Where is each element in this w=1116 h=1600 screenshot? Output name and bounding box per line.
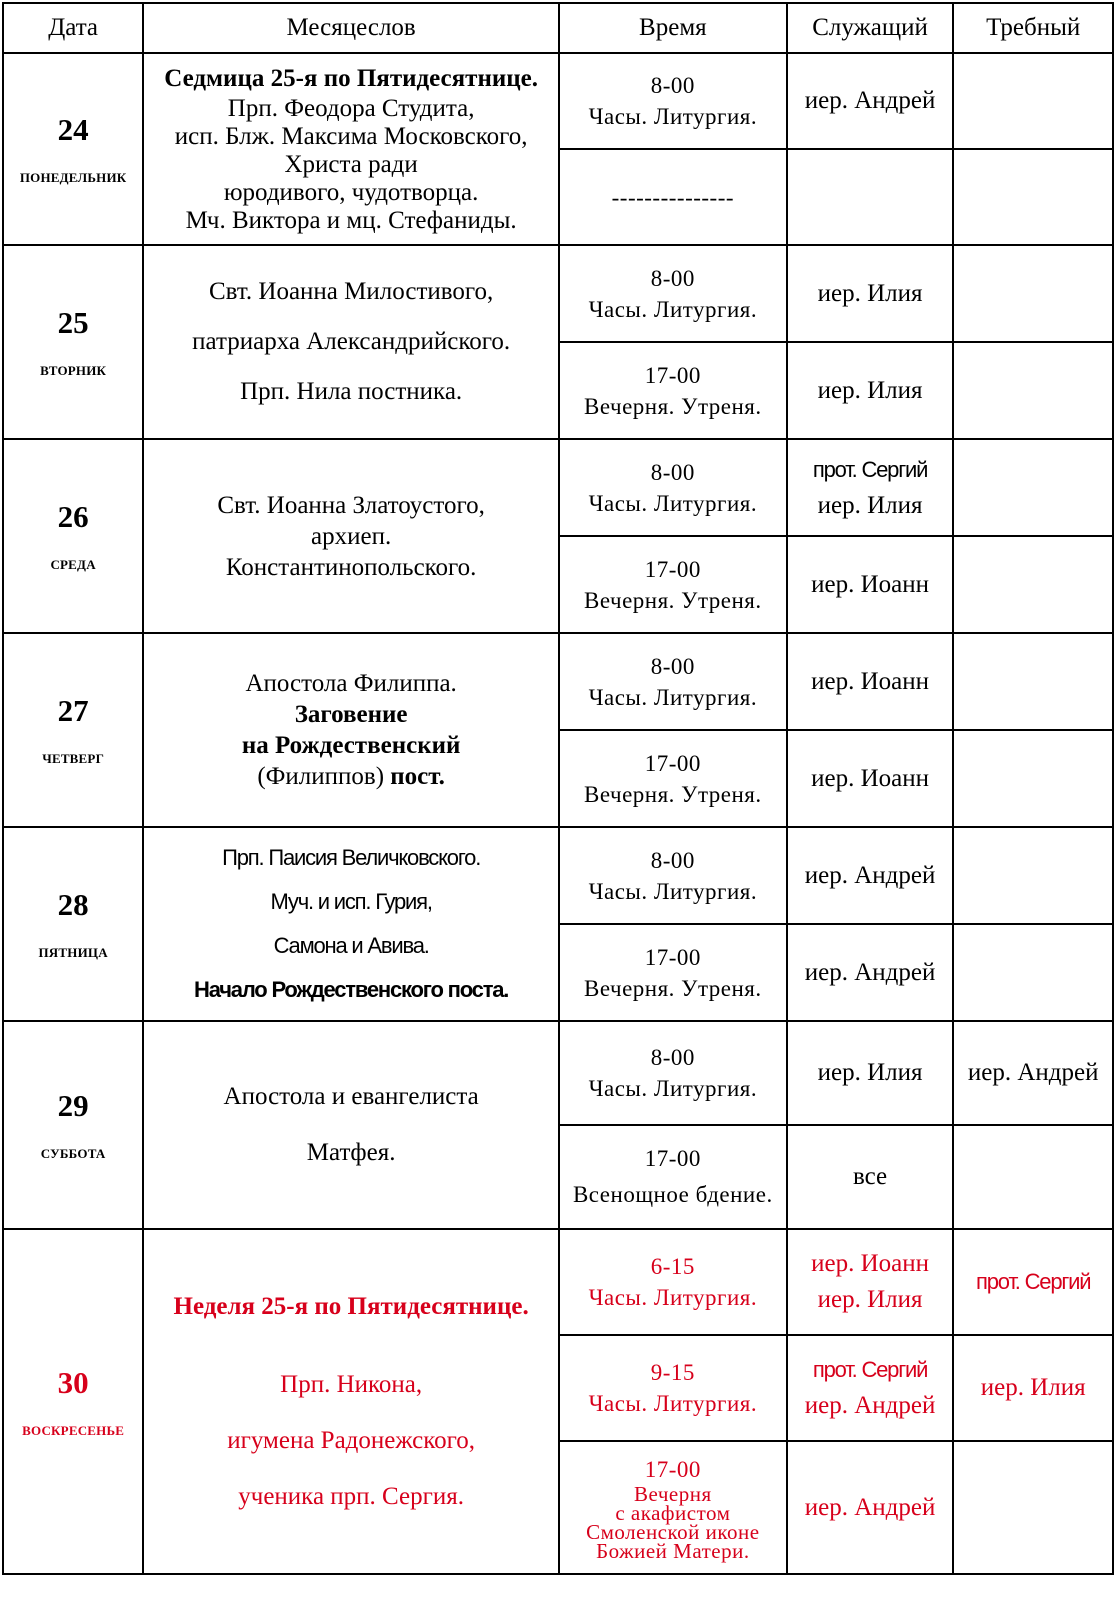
time-cell (559, 1229, 787, 1335)
table-row (3, 1229, 1113, 1335)
service-name: Часы. Литургия. (588, 1391, 758, 1416)
time-cell (559, 149, 787, 245)
table-row (3, 245, 1113, 342)
celebrant-cell: иер. Илия (787, 245, 954, 342)
service-name: Часы. Литургия. (588, 878, 758, 904)
celebrant-cell (787, 439, 954, 536)
calendar-line: Прп. Паисия Величковского. (222, 845, 481, 870)
service-time: 8-00 (650, 265, 695, 291)
header-date: Дата (3, 3, 143, 53)
weekday: ВТОРНИК (40, 363, 107, 378)
service-time: 6-15 (650, 1254, 695, 1279)
celebrant-cell: иер. Иоанн (787, 536, 954, 633)
day-number: 24 (57, 112, 89, 147)
time-cell (559, 633, 787, 730)
calendar-line: Муч. и исп. Гурия, (270, 889, 432, 914)
service-time: 17-00 (644, 750, 701, 776)
time-cell (559, 1021, 787, 1125)
header-time: Время (559, 3, 787, 53)
calendar-line: Константинопольского. (225, 553, 477, 581)
day-number: 27 (57, 693, 89, 728)
treb-cell (953, 342, 1113, 439)
service-name: Смоленской иконе (586, 1519, 760, 1544)
day-number: 25 (57, 305, 89, 340)
calendar-line: Свт. Иоанна Милостивого, (208, 278, 494, 305)
service-name: Часы. Литургия. (588, 1285, 758, 1310)
treb-cell: иер. Илия (953, 1335, 1113, 1441)
weekday: СУББОТА (40, 1146, 106, 1161)
time-cell (559, 1335, 787, 1441)
celebrant-cell (787, 1229, 954, 1335)
date-cell (3, 53, 143, 245)
treb-cell (953, 730, 1113, 827)
calendar-line (144, 761, 558, 792)
celebrant-cell: иер. Иоанн (787, 730, 954, 827)
calendar-cell (143, 633, 559, 827)
treb-cell (953, 536, 1113, 633)
day-number: 30 (57, 1364, 89, 1400)
calendar-line: Христа ради (284, 151, 418, 178)
calendar-line: ученика прп. Сергия. (238, 1482, 465, 1510)
service-name: Часы. Литургия. (588, 104, 758, 129)
celebrant-name: иер. Илия (817, 491, 923, 519)
calendar-cell (143, 245, 559, 439)
calendar-line: Мч. Виктора и мц. Стефаниды. (185, 207, 517, 234)
calendar-line: Неделя 25-я по Пятидесятнице. (173, 1292, 529, 1320)
service-time: 9-15 (650, 1360, 695, 1385)
service-time: 17-00 (644, 556, 701, 582)
time-cell (559, 342, 787, 439)
date-cell (3, 245, 143, 439)
service-name: --------------- (611, 184, 735, 210)
calendar-line: юродивого, чудотворца. (223, 179, 479, 206)
celebrant-cell (787, 149, 954, 245)
time-cell (559, 439, 787, 536)
service-name: Божией Матери. (596, 1538, 750, 1563)
calendar-cell (143, 53, 559, 245)
table-row (3, 827, 1113, 924)
service-name: Вечерня (634, 1481, 712, 1506)
time-cell (559, 730, 787, 827)
treb-cell (953, 53, 1113, 149)
celebrant-name: иер. Илия (817, 1286, 923, 1313)
service-time: 8-00 (650, 459, 695, 485)
celebrant-cell (787, 1335, 954, 1441)
celebrant-cell: все (787, 1125, 954, 1229)
header-celebrant: Служащий (787, 3, 954, 53)
treb-cell (953, 245, 1113, 342)
calendar-line: Матфея. (306, 1139, 396, 1166)
calendar-line: Прп. Нила постника. (240, 378, 463, 405)
service-name: Вечерня. Утреня. (584, 781, 762, 807)
table-row (3, 633, 1113, 730)
header-treb: Требный (953, 3, 1113, 53)
time-cell (559, 827, 787, 924)
time-cell (559, 536, 787, 633)
header-calendar: Месяцеслов (143, 3, 559, 53)
celebrant-cell: иер. Андрей (787, 827, 954, 924)
treb-cell (953, 149, 1113, 245)
service-name: с акафистом (615, 1500, 731, 1525)
calendar-fragment: (Филиппов) (257, 763, 385, 790)
calendar-cell (143, 1229, 559, 1574)
date-cell (3, 1229, 143, 1574)
calendar-line: Прп. Никона, (280, 1370, 423, 1398)
date-cell (3, 1021, 143, 1229)
service-name: Часы. Литургия. (588, 490, 758, 516)
weekday: ЧЕТВЕРГ (42, 751, 105, 766)
service-time: 8-00 (650, 847, 695, 873)
celebrant-name: прот. Сергий (812, 1357, 928, 1382)
calendar-line: Апостола Филиппа. (245, 670, 457, 697)
service-time: 8-00 (650, 653, 695, 679)
weekday: СРЕДА (50, 557, 96, 572)
calendar-cell (143, 439, 559, 633)
calendar-line: игумена Радонежского, (227, 1426, 476, 1454)
weekday: ПЯТНИЦА (38, 945, 108, 960)
service-time: 17-00 (644, 362, 701, 388)
schedule-table (2, 2, 1114, 1575)
date-cell (3, 439, 143, 633)
service-name: Всенощное бдение. (572, 1182, 773, 1207)
time-cell (559, 1441, 787, 1574)
header-row (3, 3, 1113, 53)
treb-cell (953, 1441, 1113, 1574)
time-cell (559, 1125, 787, 1229)
service-time: 8-00 (650, 1045, 695, 1070)
celebrant-name: иер. Иоанн (811, 1250, 929, 1277)
calendar-line: на Рождественский (241, 732, 461, 759)
treb-cell (953, 1125, 1113, 1229)
treb-cell (953, 827, 1113, 924)
service-name: Вечерня. Утреня. (584, 975, 762, 1001)
calendar-fragment: пост. (390, 763, 445, 790)
calendar-line: Прп. Феодора Студита, (227, 95, 475, 122)
service-name: Часы. Литургия. (588, 684, 758, 710)
treb-cell (953, 633, 1113, 730)
celebrant-cell: иер. Илия (787, 342, 954, 439)
calendar-line: архиеп. (311, 522, 392, 550)
time-cell (559, 245, 787, 342)
table-row (3, 1021, 1113, 1125)
celebrant-cell: иер. Андрей (787, 53, 954, 149)
service-name: Часы. Литургия. (588, 1076, 758, 1101)
weekday: ВОСКРЕСЕНЬЕ (22, 1422, 125, 1438)
time-cell (559, 53, 787, 149)
calendar-line: Самона и Авива. (273, 933, 429, 958)
calendar-line: Апостола и евангелиста (223, 1083, 479, 1110)
service-name: Часы. Литургия. (588, 296, 758, 322)
treb-name: прот. Сергий (976, 1269, 1091, 1294)
treb-cell (953, 439, 1113, 536)
service-name: Вечерня. Утреня. (584, 393, 762, 419)
calendar-line: исп. Блж. Максима Московского, (174, 123, 528, 150)
service-time: 8-00 (650, 73, 695, 98)
day-number: 26 (57, 499, 89, 534)
calendar-cell (143, 827, 559, 1021)
calendar-line: Начало Рождественского поста. (194, 977, 509, 1002)
treb-cell: иер. Андрей (953, 1021, 1113, 1125)
calendar-line: Седмица 25-я по Пятидесятнице. (164, 65, 539, 92)
celebrant-cell: иер. Андрей (787, 924, 954, 1021)
service-time: 17-00 (644, 944, 701, 970)
service-time: 17-00 (644, 1146, 701, 1171)
day-number: 29 (57, 1088, 89, 1123)
service-name: Вечерня. Утреня. (584, 587, 762, 613)
table-row (3, 53, 1113, 149)
calendar-cell (143, 1021, 559, 1229)
celebrant-cell: иер. Илия (787, 1021, 954, 1125)
calendar-line: Заговение (294, 701, 408, 728)
date-cell (3, 633, 143, 827)
treb-cell (953, 924, 1113, 1021)
weekday: ПОНЕДЕЛЬНИК (19, 170, 127, 185)
celebrant-cell: иер. Иоанн (787, 633, 954, 730)
date-cell (3, 827, 143, 1021)
calendar-line: патриарха Александрийского. (192, 328, 511, 355)
day-number: 28 (57, 887, 89, 922)
calendar-line: Свт. Иоанна Златоустого, (217, 491, 485, 519)
service-time: 17-00 (644, 1456, 701, 1482)
celebrant-name: прот. Сергий (812, 456, 928, 482)
celebrant-cell: иер. Андрей (787, 1441, 954, 1574)
celebrant-name: иер. Андрей (804, 1392, 936, 1419)
treb-cell (953, 1229, 1113, 1335)
time-cell (559, 924, 787, 1021)
table-row (3, 439, 1113, 536)
